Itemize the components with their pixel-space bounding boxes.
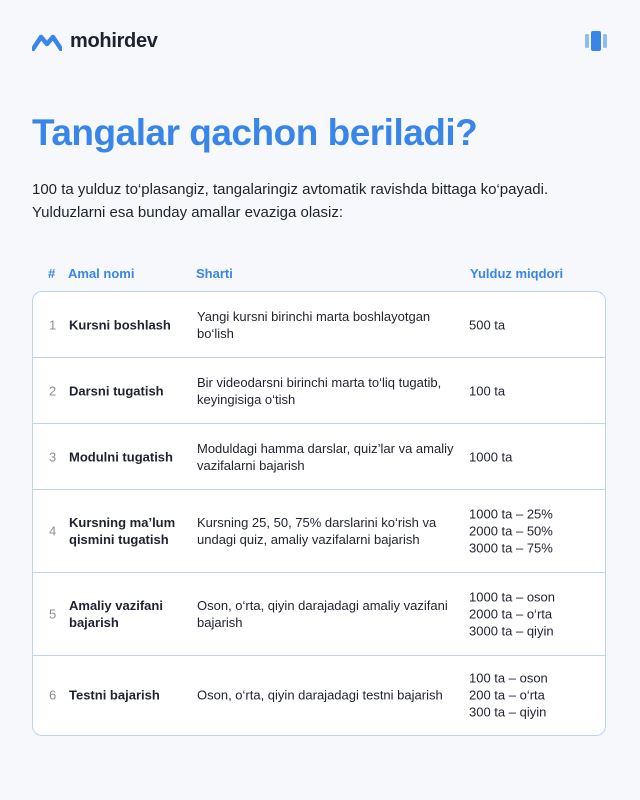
row-condition: Kursning 25, 50, 75% darslarini ko‘rish va undagi quiz, amaliy vazifalarni bajarish [197, 515, 437, 547]
row-num: 3 [49, 449, 57, 464]
brand[interactable] [32, 30, 158, 53]
row-condition: Oson, o‘rta, qiyin darajadagi amaliy vazifani bajarish [197, 598, 448, 630]
row-name: Amaliy vazifani bajarish [69, 598, 163, 630]
row-stars: 100 ta [469, 383, 506, 398]
table-row [33, 424, 605, 490]
row-name: Kursni boshlash [69, 317, 171, 332]
header-stars: Yulduz miqdori [470, 266, 564, 281]
row-stars: 500 ta [469, 317, 506, 332]
row-condition: Moduldagi hamma darslar, quiz’lar va amaliy vazifalarni bajarish [197, 440, 454, 473]
row-name: Modulni tugatish [69, 449, 173, 464]
brand-name: mohirdev [70, 29, 158, 52]
row-num: 2 [49, 383, 57, 398]
table-row [33, 573, 605, 656]
intro-text: 100 ta yulduz to‘plasangiz, tangalaringiz avtomatik ravishda bittaga ko‘payadi. Yulduzlarni esa bunday amallar evaziga olasiz: [32, 181, 549, 221]
row-condition: Oson, o‘rta, qiyin darajadagi testni bajarish [197, 687, 443, 703]
header [32, 28, 608, 54]
table-row [33, 292, 605, 358]
row-condition: Yangi kursni birinchi marta boshlayotgan bo‘lish [197, 308, 431, 341]
row-num: 4 [49, 523, 57, 539]
row-stars: 100 ta – oson 200 ta – o‘rta 300 ta – qiyin [469, 670, 548, 720]
table-row [33, 358, 605, 424]
actions-table [32, 291, 606, 736]
row-name: Testni bajarish [69, 687, 160, 703]
row-stars: 1000 ta – oson 2000 ta – o‘rta 3000 ta – qiyin [469, 589, 556, 639]
table-row [33, 490, 605, 573]
row-num: 6 [49, 687, 57, 703]
table-header [32, 266, 608, 284]
page-title: Tangalar qachon beriladi? [32, 112, 478, 153]
header-condition: Sharti [196, 266, 233, 281]
row-name: Darsni tugatish [69, 383, 164, 398]
table-row [33, 656, 605, 734]
header-name: Amal nomi [68, 266, 135, 281]
row-name: Kursning ma’lum qismini tugatish [69, 515, 176, 547]
mohirdev-logo-icon [32, 31, 62, 51]
row-stars: 1000 ta [469, 449, 513, 464]
row-condition: Bir videodarsni birinchi marta to‘liq tugatib, keyingisiga o‘tish [197, 374, 442, 407]
menu-icon[interactable] [584, 30, 608, 52]
row-num: 1 [49, 317, 57, 332]
row-stars: 1000 ta – 25% 2000 ta – 50% 3000 ta – 75% [469, 506, 553, 556]
row-num: 5 [49, 606, 57, 622]
header-num: # [48, 266, 56, 281]
